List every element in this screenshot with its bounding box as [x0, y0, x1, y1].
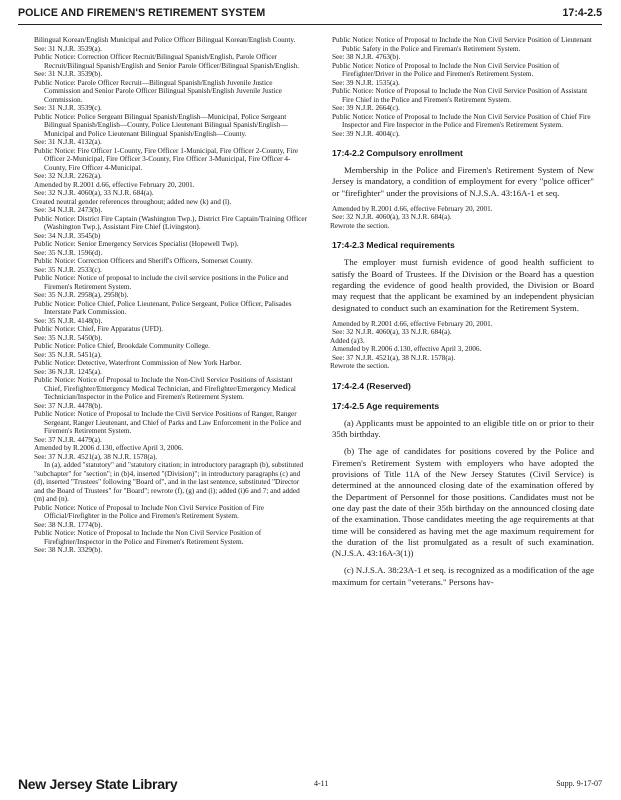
citation-line: See: 37 N.J.R. 4479(a).: [34, 435, 102, 444]
citation-line: See: 35 N.J.R. 5450(b).: [34, 333, 103, 342]
history-note: Amended by R.2006 d.130, effective April 3, 2006.: [332, 345, 482, 354]
citation-line: See: 35 N.J.R. 2958(a), 2958(b).: [34, 291, 129, 299]
citation-line: See: 34 N.J.R. 2473(b).: [34, 206, 103, 214]
section-heading-2-5: 17:4-2.5 Age requirements: [332, 400, 440, 411]
history-note: Public Notice: Senior Emergency Services Specialist (Hopewell Twp).: [34, 240, 239, 248]
citation-line: See: 32 N.J.R. 2262(a).: [34, 172, 102, 180]
history-note: Added (a)3.: [330, 336, 365, 345]
citation-line: See: 39 N.J.R. 4004(c).: [332, 129, 400, 138]
history-note: Public Notice: Notice of Proposal to Include the Non Civil Service Position of Firefighter/Driver in the Police and Firemen's Retirement System.: [332, 61, 560, 78]
citation-line: See: 35 N.J.R. 1596(d).: [34, 248, 103, 257]
history-note: Public Notice: Correction Officers and Sheriff's Officers, Somerset County.: [34, 257, 253, 265]
history-note: Rewrote the section.: [330, 362, 390, 371]
section-2-5-para-c: (c) N.J.S.A. 38:23A-1 et seq. is recognized as a modification of the age maximum for certain "veterans." Persons hav-: [332, 565, 594, 587]
citation-line: See: 31 N.J.R. 4132(a).: [34, 138, 102, 146]
citation-line: See: 31 N.J.R. 3539(a).: [34, 44, 102, 53]
citation-line: See: 37 N.J.R. 4478(b).: [34, 401, 103, 410]
citation-line: See: 39 N.J.R. 2664(c).: [332, 104, 400, 112]
section-2-5-para-a: (a) Applicants must be appointed to an eligible title on or prior to their 35th birthday.: [332, 417, 594, 440]
history-note: Public Notice: Police Sergeant Bilingual Spanish/English—Municipal, Police Sergeant Bilingual Spanish/English—County, Police Lieutenant Bilingual Spanish/English—Municipal and Police Lieutenant Bilingual Spanish/English—County.: [34, 112, 288, 138]
left-column: [34, 36, 310, 555]
history-note: Public Notice: Police Chief, Brookdale Community College.: [34, 342, 210, 350]
supplement-date: Supp. 9-17-07: [556, 779, 602, 788]
citation-line: See: 39 N.J.R. 1535(a).: [332, 78, 400, 87]
history-note: In (a), added "statutory" and "statutory citation; in introductory paragraph (b), substituted "subchapter" for "section"; in (b)4, inserted "(Division)"; in introductory paragraphs (c) and (d), inserted "Trustees" following "Board of", and in the last sentence, substituted "Director and the Board of Trustees" for "Board"; rewrote (f), (g) and (i); added (i)6 and 7; and added (m) and (n).: [34, 461, 304, 503]
section-2-5-para-b: (b) The age of candidates for positions covered by the Police and Firemen's Retirement System with employers who have adopted the provisions of Title 11A of the New Jersey Statutes (Civil Service) is determined at the announced closing date of the examination offered by the Department of Personnel for those positions. Candidates must not be one day past the date of their 35th birthday on the announced closing date of the examination. Those candidates meeting the age requirements at that time will be considered as having met the age maximum requirement for the duration of the list promulgated as a result of such examination. (N.J.S.A. 43:16A-3(1)): [332, 446, 594, 559]
section-2-3-history: [332, 320, 594, 371]
history-note: Amended by R.2006 d.130, effective April 3, 2006.: [34, 444, 184, 452]
history-note: Public Notice: Notice of Proposal to Include the Non Civil Service Position of Chief Fire Inspector and Fire Inspector in the Police and Firemen's Retirement System.: [332, 112, 591, 129]
right-column: [332, 36, 594, 594]
citation-line: See: 35 N.J.R. 5451(a).: [34, 350, 102, 359]
history-note: Created neutral gender references throughout; added new (k) and (l).: [32, 197, 232, 206]
section-heading-2-2: 17:4-2.2 Compulsory enrollment: [332, 148, 463, 158]
section-2-2-body: Membership in the Police and Firemen's Retirement System of New Jersey is mandatory, a condition of employment for every "police officer" or "firefighter" under the provisions of N.J.S.A. 43:16A-1 et seq.: [332, 165, 594, 198]
citation-line: See: 35 N.J.R. 2533(c).: [34, 265, 102, 274]
section-heading-2-4: 17:4-2.4 (Reserved): [332, 380, 411, 391]
history-note: Public Notice: Correction Officer Recruit/Bilingual Spanish/English, Parole Officer Recruit/Bilingual Spanish/English and Senior Parole Officer/Bilingual Spanish/English.: [34, 53, 299, 70]
section-2-3-body: The employer must furnish evidence of good health sufficient to satisfy the Board of Trustees. If the Division or the Board has a question regarding the evidence of good health provided, the Division or Board may request that the applicant be examined by an independent physician designated to conduct such an examination for the Retirement System.: [332, 257, 594, 313]
citation-line: See: 31 N.J.R. 3539(c).: [34, 104, 102, 112]
section-heading-2-3: 17:4-2.3 Medical requirements: [332, 240, 455, 251]
history-note: Public Notice: Notice of Proposal to Include the Non-Civil Service Positions of Assistant Chief, Firefighter/Emergency Medical Technician, and Firefighter/Emergency Medical Technician/Inspector in the Police and Firemen's Retirement System.: [34, 376, 296, 401]
section-2-2-history: [332, 205, 594, 231]
history-note: Rewrote the section.: [330, 221, 390, 230]
header-section-code: 17:4-2.5: [562, 7, 602, 19]
citation-line: See: 38 N.J.R. 3329(b).: [34, 546, 103, 554]
history-note: Public Notice: Police Chief, Police Lieutenant, Police Sergeant, Police Officer, Palisades Interstate Park Commission.: [34, 299, 292, 316]
right-history-notes: [332, 36, 594, 138]
citation-line: See: 38 N.J.R. 4763(b).: [332, 53, 401, 61]
history-note: Public Notice: Detective, Waterfront Commission of New York Harbor.: [34, 359, 242, 367]
history-note: Amended by R.2001 d.66, effective February 20, 2001.: [34, 180, 195, 189]
citation-line: See: 32 N.J.R. 4060(a), 33 N.J.R. 684(a).: [34, 189, 154, 197]
library-watermark: New Jersey State Library: [18, 776, 178, 792]
history-note: Public Notice: Parole Officer Recruit—Bilingual Spanish/English Juvenile Justice Commission and Senior Parole Officer Bilingual Spanish/English Juvenile Justice Commission.: [34, 78, 282, 104]
citation-line: See: 37 N.J.R. 4521(a), 38 N.J.R. 1578(a).: [332, 353, 456, 362]
history-note: Public Notice: Notice of Proposal to Include the Civil Service Positions of Ranger, Ranger Sergeant, Ranger Lieutenant, and Chief of Parks and Law Enforcement in the Police and Firemen's Retirement System.: [34, 410, 301, 435]
history-note: Public Notice: Chief, Fire Apparatus (UFD).: [34, 325, 164, 333]
history-note: Public Notice: Notice of Proposal to Include the Non Civil Service Position of Assistant Fire Chief in the Police and Firemen's Retirement System.: [332, 87, 588, 104]
history-note: Amended by R.2001 d.66, effective February 20, 2001.: [332, 319, 493, 328]
history-note: Public Notice: Notice of Proposal to Include the Non Civil Service Position of Firefighter/Inspector in the Police and Firemen's Retirement System.: [34, 529, 262, 546]
history-note: Public Notice: District Fire Captain (Washington Twp.), District Fire Captain/Training Officer (Washington Twp.), Assistant Fire Chief (Livingston).: [34, 214, 308, 231]
history-note: Public Notice: Notice of proposal to include the civil service positions in the Police and Firemen's Retirement System.: [34, 274, 289, 291]
page-footer: [18, 776, 602, 796]
citation-line: See: 36 N.J.R. 1245(a).: [34, 367, 102, 376]
page-number: 4-11: [314, 779, 329, 788]
history-note: Public Notice: Notice of Proposal to Include the Non Civil Service Position of Lieutenant Public Safety in the Police and Fireman's Retirement System.: [332, 36, 592, 53]
citation-line: See: 34 N.J.R. 3545(b): [34, 231, 101, 240]
citation-line: See: 32 N.J.R. 4060(a), 33 N.J.R. 684(a).: [332, 328, 452, 337]
citation-line: See: 37 N.J.R. 4521(a), 38 N.J.R. 1578(a).: [34, 452, 158, 461]
citation-line: See: 32 N.J.R. 4060(a), 33 N.J.R. 684(a).: [332, 213, 452, 222]
citation-line: See: 35 N.J.R. 4148(b).: [34, 316, 103, 325]
header-title: POLICE AND FIREMEN'S RETIREMENT SYSTEM: [18, 7, 266, 19]
history-note: Public Notice: Notice of Proposal to Include Non Civil Service Position of Fire Official/Firefighter in the Police and Firemen's Retirement System.: [34, 503, 264, 520]
history-note: Amended by R.2001 d.66, effective February 20, 2001.: [332, 204, 493, 213]
history-note: Bilingual Korean/English Municipal and Police Officer Bilingual Korean/English County.: [34, 36, 296, 44]
citation-line: See: 38 N.J.R. 1774(b).: [34, 520, 103, 529]
running-header: [18, 6, 602, 25]
history-note: Public Notice: Fire Officer 1-County, Fire Officer 1-Municipal, Fire Officer 2-County, Fire Officer 2-Municipal, Fire Officer 3-County, Fire Officer 3-Municipal, Fire Officer 4-County, Fire Officer 4-Municipal.: [34, 146, 299, 172]
citation-line: See: 31 N.J.R. 3539(b).: [34, 70, 103, 78]
